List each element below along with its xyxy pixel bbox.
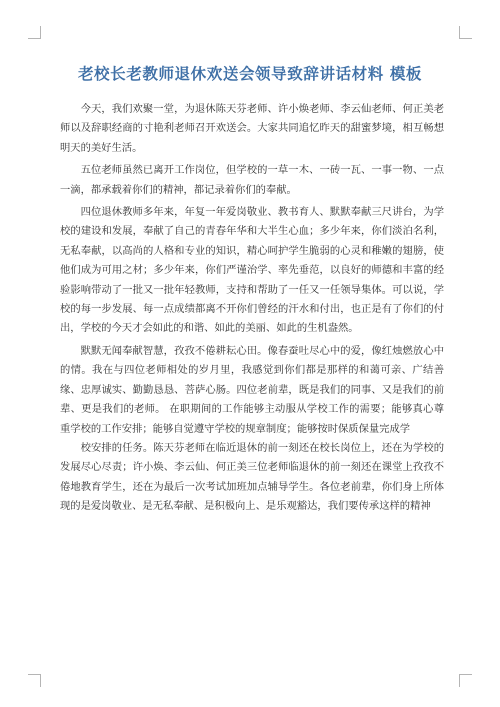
corner-mark-bottom-right xyxy=(459,674,472,687)
paragraph-5: 校安排的任务。陈天芬老师在临近退休的前一刻还在校长岗位上，还在为学校的发展尽心尽责；许小焕、李云仙、何正美三位老师临退休的前一刻还在课堂上孜孜不倦地教育学生，还在为最后一次考试加班加点辅导学生。各位老前辈，你们身上所体现的是爱岗敬业、是无私奉献、是积极向上、是乐观豁达，我们要传承这样的精神 xyxy=(60,441,444,513)
paragraph-3: 四位退休教师多年来，年复一年爱岗敬业、教书育人、默默奉献三尺讲台，为学校的建设和发展，奉献了自己的青春年华和大半生心血；多少年来，你们淡泊名利，无私奉献，以高尚的人格和专业的知识，精心呵护学生脆弱的心灵和稚嫩的翅膀，使他们成为可用之材；多少年来，你们严谨治学、率先垂范，以良好的师德和丰富的经验影响带动了一批又一批年轻教师，支持和帮助了一任又一任领导集体。可以说，学校的每一步发展、每一点成绩都离不开你们曾经的汗水和付出，也正是有了你们的付出，学校的今天才会如此的和谐、如此的美丽、如此的生机盎然。 xyxy=(60,206,444,335)
paragraph-2: 五位老师虽然已离开工作岗位，但学校的一草一木、一砖一瓦、一事一物、一点一滴，都承载着你们的精神，都记录着你们的奉献。 xyxy=(60,164,444,196)
paragraph-4: 默默无闻奉献智慧，孜孜不倦耕耘心田。像春蚕吐尽心中的爱，像红烛燃放心中的情。我在与四位老师相处的岁月里，我感觉到你们都是那样的和蔼可亲、广结善缘、忠厚诚实、勤勤恳恳、菩萨心肠。四位老前辈，既是我们的同事、又是我们的前辈、更是我们的老师。 在职期间的工作能够主动服从学校工作的需要；能够真心尊重学校的工作安排；能够自觉遵守学校的规章制度；能够按时保质保量完成学 xyxy=(60,344,444,435)
corner-mark-top-left xyxy=(28,26,41,39)
paragraph-1: 今天，我们欢聚一堂，为退休陈天芬老师、许小焕老师、李云仙老师、何正美老师以及辞职经商的寸艳利老师召开欢送会。大家共同追忆昨天的甜蜜梦境，相互畅想明天的美好生活。 xyxy=(60,103,444,154)
document-title: 老校长老教师退休欢送会领导致辞讲话材料 模板 xyxy=(77,65,423,83)
corner-mark-bottom-left xyxy=(28,674,41,687)
document-body xyxy=(60,100,444,520)
corner-mark-top-right xyxy=(459,26,472,39)
